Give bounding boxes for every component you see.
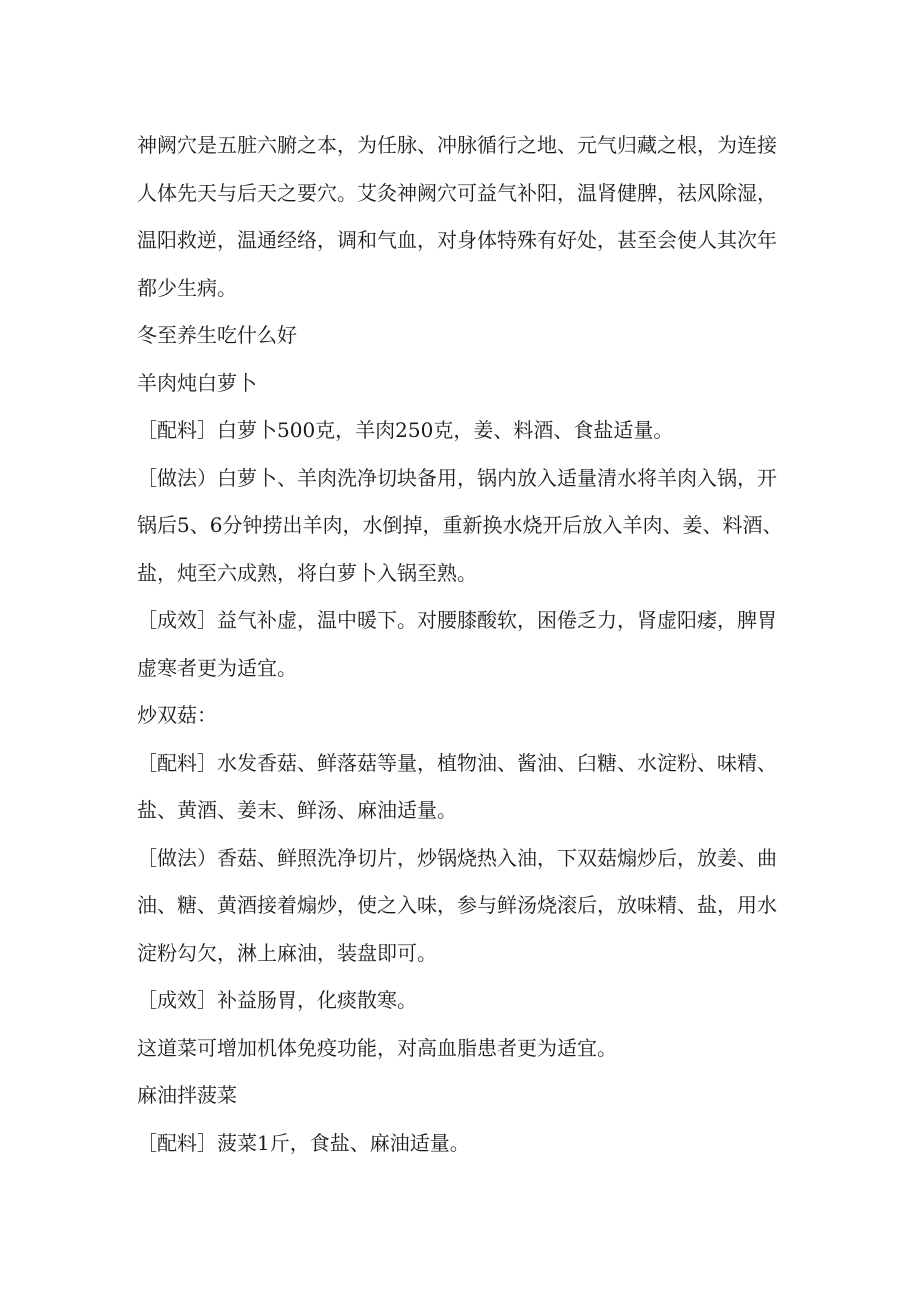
recipe-ingredients: ［配料］水发香菇、鲜落菇等量，植物油、酱油、臼糖、水淀粉、味精、盐、黄酒、姜末、鲜汤、麻油适量。: [137, 750, 777, 822]
recipe-ingredients: ［配料］菠菜1斤，食盐、麻油适量。: [137, 1130, 470, 1155]
recipe-ingredients: ［配料］白萝卜500克，羊肉250克，姜、料酒、食盐适量。: [137, 418, 674, 442]
recipe-method: ［做法）香菇、鲜照洗净切片，炒锅烧热入油，下双菇煽炒后，放姜、曲油、糖、黄酒接着煽炒，使之入味，参与鲜汤烧滚后，放味精、盐，用水淀粉勾欠，淋上麻油，装盘即可。: [137, 845, 777, 965]
document-body: [137, 122, 783, 1167]
recipe-effect: ［成效］补益肠胃，化痰散寒。: [137, 988, 417, 1012]
recipe-title-mutton-radish: 羊肉炖白萝卜: [137, 370, 257, 395]
recipe-note: 这道菜可增加机体免疫功能，对高血脂患者更为适宜。: [137, 1035, 617, 1060]
recipe-effect: ［成效］益气补虚，温中暖下。对腰膝酸软，困倦乏力，肾虚阳痿，脾胃虚寒者更为适宜。: [137, 608, 777, 680]
recipe-title-double-mushroom: 炒双菇：: [137, 703, 217, 727]
recipe-method: ［做法）白萝卜、羊肉洗净切块备用，锅内放入适量清水将羊肉入锅，开锅后5、6分钟捞出羊肉，水倒掉，重新换水烧开后放入羊肉、姜、料酒、盐，炖至六成熟，将白萝卜入锅至熟。: [137, 465, 783, 585]
heading-winter-solstice-diet: 冬至养生吃什么好: [137, 323, 297, 347]
paragraph-shenque-acupoint: 神阙穴是五脏六腑之本，为任脉、冲脉循行之地、元气归藏之根，为连接人体先天与后天之要穴。艾灸神阙穴可益气补阳，温肾健脾，祛风除湿，温阳救逆，温通经络，调和气血，对身体特殊有好处，甚至会使人其次年都少生病。: [137, 133, 777, 300]
recipe-title-sesame-spinach: 麻油拌菠菜: [137, 1083, 237, 1107]
